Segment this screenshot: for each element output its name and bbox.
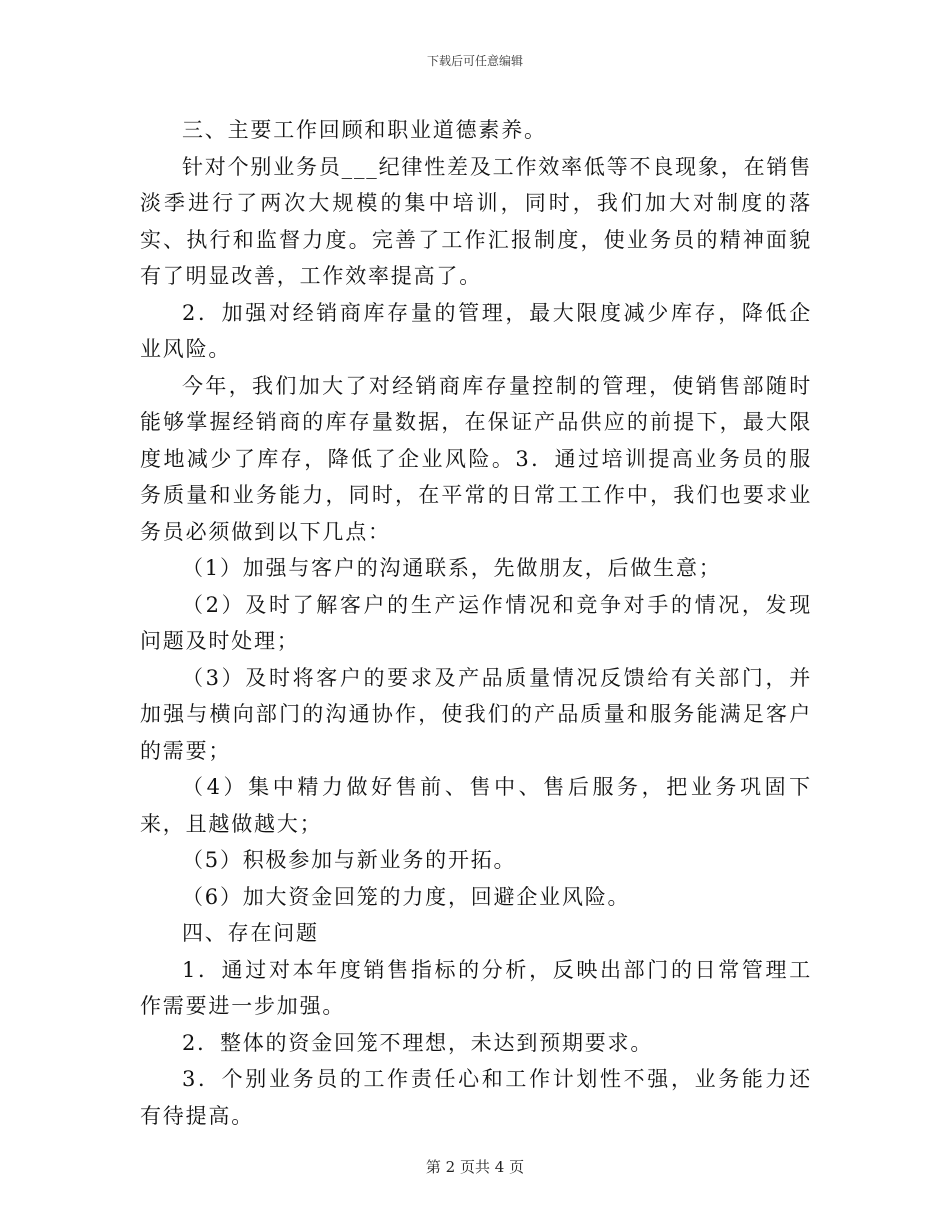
document-body <box>140 112 812 1134</box>
paragraph: 今年，我们加大了对经销商库存量控制的管理，使销售部随时能够掌握经销商的库存量数据，在保证产品供应的前提下，最大限度地减少了库存，降低了企业风险。3．通过培训提高业务员的服务质量和业务能力，同时，在平常的日常工工作中，我们也要求业务员必须做到以下几点： <box>140 373 812 544</box>
list-item: （3）及时将客户的要求及产品质量情况反馈给有关部门，并加强与横向部门的沟通协作，使我们的产品质量和服务能满足客户的需要； <box>140 665 812 763</box>
paragraph: 针对个别业务员___纪律性差及工作效率低等不良现象，在销售淡季进行了两次大规模的集中培训，同时，我们加大对制度的落实、执行和监督力度。完善了工作汇报制度，使业务员的精神面貌有了明显改善，工作效率提高了。 <box>140 154 812 288</box>
section-heading: 四、存在问题 <box>182 921 319 945</box>
section-heading: 三、主要工作回顾和职业道德素养。 <box>182 118 547 142</box>
list-item: （6）加大资金回笼的力度，回避企业风险。 <box>182 884 631 909</box>
list-item: （5）积极参加与新业务的开拓。 <box>182 848 517 872</box>
page-number: 第 2 页共 4 页 <box>425 1158 525 1176</box>
paragraph: 3．个别业务员的工作责任心和工作计划性不强，业务能力还有待提高。 <box>140 1067 812 1128</box>
page-header-note: 下载后可任意编辑 <box>426 54 523 68</box>
paragraph: 1．通过对本年度销售指标的分析，反映出部门的日常管理工作需要进一步加强。 <box>140 957 812 1018</box>
list-item: （1）加强与客户的沟通联系，先做朋友，后做生意； <box>182 556 722 580</box>
paragraph: 2．整体的资金回笼不理想，未达到预期要求。 <box>182 1030 654 1055</box>
list-item: （2）及时了解客户的生产运作情况和竞争对手的情况，发现问题及时处理； <box>140 592 812 653</box>
paragraph: 2．加强对经销商库存量的管理，最大限度减少库存，降低企业风险。 <box>140 300 812 361</box>
list-item: （4）集中精力做好售前、售中、售后服务，把业务巩固下来，且越做越大； <box>140 775 812 836</box>
